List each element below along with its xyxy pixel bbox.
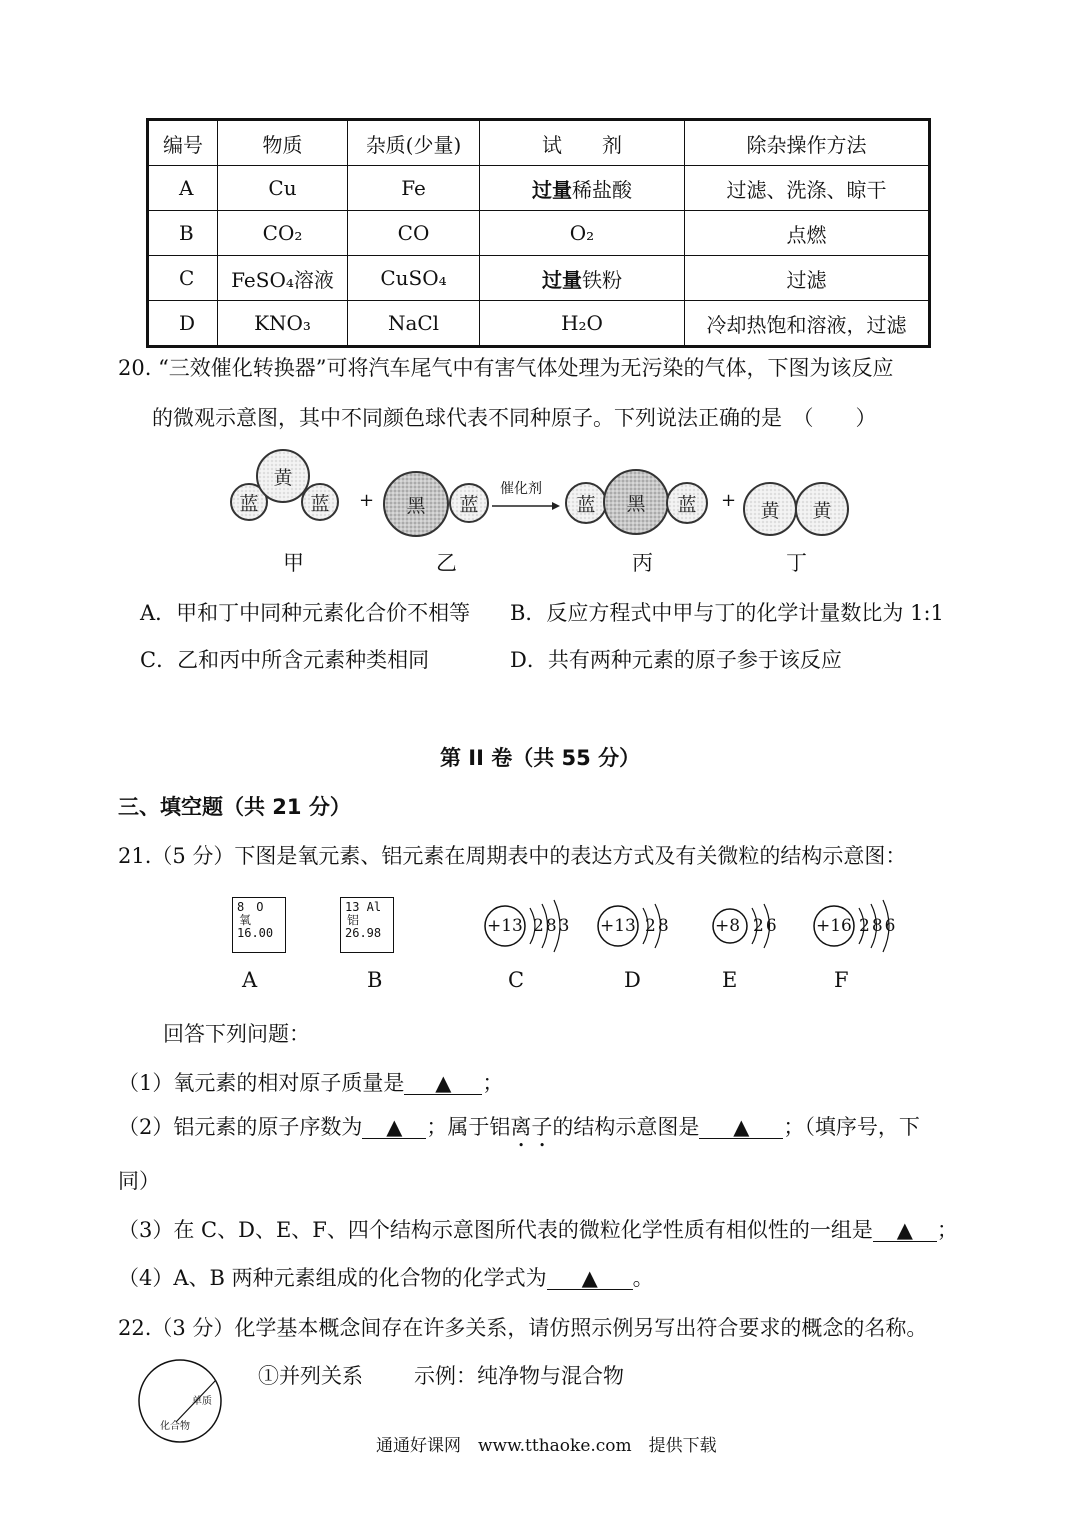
part2-text-b: ；属于铝 <box>426 1115 511 1139</box>
header-cell: 编号 <box>148 120 218 166</box>
row-reagent <box>480 166 685 211</box>
part1-end: ； <box>482 1071 504 1095</box>
parallel-relation-circle <box>136 1358 226 1448</box>
reagent-name: H₂O <box>561 311 603 335</box>
element-number-symbol: 13 Al <box>345 900 382 914</box>
table-row <box>148 301 930 347</box>
figure-label: D <box>624 968 641 992</box>
row-substance: CO₂ <box>218 211 348 256</box>
header-cell: 物质 <box>218 120 348 166</box>
part3-text: （3）在 C、D、E、F、四个结构示意图所代表的微粒化学性质有相似性的一组是 <box>118 1218 873 1242</box>
row-reagent <box>480 211 685 256</box>
part2-emphasis: 离子 <box>510 1115 553 1139</box>
q21-part2-cont: 同） <box>118 1169 160 1193</box>
reagent-name: O₂ <box>569 221 595 245</box>
element-mass: 26.98 <box>345 926 382 940</box>
blue-atom: 蓝 <box>301 483 339 521</box>
blue-atom: 蓝 <box>449 483 489 523</box>
row-substance: FeSO₄溶液 <box>218 256 348 301</box>
row-reagent <box>480 256 685 301</box>
reagent-emphasis: 过量 <box>532 177 572 202</box>
row-id: B <box>148 211 218 256</box>
q21-part3 <box>118 1220 958 1242</box>
part2-text-c: 的结构示意图是 <box>552 1115 700 1139</box>
reaction-arrow-icon <box>490 500 560 512</box>
header-cell: 除杂操作方法 <box>685 120 930 166</box>
electron-shells: 283 <box>533 916 572 936</box>
black-atom: 黑 <box>383 471 449 537</box>
nucleus-charge: +16 <box>816 916 852 936</box>
header-cell: 杂质(少量) <box>348 120 480 166</box>
reaction-diagram <box>225 445 855 545</box>
q21-part1 <box>118 1073 503 1095</box>
row-method: 过滤 <box>685 256 930 301</box>
answer-blank: ▲ <box>404 1073 482 1095</box>
q20-stem-line1: 20. “三效催化转换器”可将汽车尾气中有害气体处理为无污染的气体，下图为该反应 <box>118 356 894 380</box>
element-number-symbol: 8 O <box>237 900 264 914</box>
diagram-label: 乙 <box>436 551 457 575</box>
nucleus-charge: +13 <box>600 916 636 936</box>
circle-label-top: 单质 <box>192 1396 212 1407</box>
blue-atom: 蓝 <box>565 482 607 524</box>
row-impurity: CuSO₄ <box>348 256 480 301</box>
row-id: C <box>148 256 218 301</box>
yellow-atom: 黄 <box>743 482 797 536</box>
electron-shells: 286 <box>859 916 898 936</box>
electron-shells: 26 <box>753 916 779 936</box>
section-2-title: 第 II 卷（共 55 分） <box>440 746 641 770</box>
part4-text: （4）A、B 两种元素组成的化合物的化学式为 <box>118 1266 547 1290</box>
q22-example: 示例：纯净物与混合物 <box>414 1364 624 1388</box>
reagent-name: 铁粉 <box>582 267 622 292</box>
q21-part2 <box>118 1115 920 1152</box>
section-3-title: 三、填空题（共 21 分） <box>118 795 351 819</box>
table-header-row <box>148 120 930 166</box>
part3-end: ； <box>936 1218 958 1242</box>
figure-label: A <box>242 968 258 992</box>
catalyst-label: 催化剂 <box>500 481 542 497</box>
diagram-label: 丁 <box>786 551 807 575</box>
element-name: 氧 <box>239 913 252 927</box>
answer-blank: ▲ <box>873 1220 937 1242</box>
part2-text-d: ；（填序号，下 <box>783 1115 920 1139</box>
row-method: 点燃 <box>685 211 930 256</box>
yellow-atom: 黄 <box>256 449 310 503</box>
footer-credit: 通通好课网 www.tthaoke.com 提供下载 <box>376 1436 717 1456</box>
row-impurity: NaCl <box>348 301 480 347</box>
element-name: 铝 <box>347 913 360 927</box>
option-b: B．反应方程式中甲与丁的化学计量数比为 1:1 <box>510 601 944 625</box>
row-impurity: Fe <box>348 166 480 211</box>
nucleus-charge: +13 <box>487 916 523 936</box>
reagent-emphasis: 过量 <box>542 267 582 292</box>
reagent-name: 稀盐酸 <box>572 177 632 202</box>
element-mass: 16.00 <box>237 926 274 940</box>
impurity-removal-table <box>146 118 931 348</box>
table-row <box>148 211 930 256</box>
answer-intro: 回答下列问题： <box>163 1022 310 1046</box>
answer-blank: ▲ <box>699 1117 783 1139</box>
figure-label: C <box>508 968 525 992</box>
row-substance: KNO₃ <box>218 301 348 347</box>
figure-label: B <box>367 968 383 992</box>
element-box-aluminum <box>340 897 394 953</box>
row-method: 过滤、洗涤、晾干 <box>685 166 930 211</box>
q22-intro: 22.（3 分）化学基本概念间存在许多关系，请仿照示例另写出符合要求的概念的名称。 <box>118 1316 928 1340</box>
blue-atom: 蓝 <box>666 482 708 524</box>
figure-label: E <box>722 968 738 992</box>
row-id: D <box>148 301 218 347</box>
row-impurity: CO <box>348 211 480 256</box>
row-method: 冷却热饱和溶液，过滤 <box>685 301 930 347</box>
answer-blank: ▲ <box>362 1117 426 1139</box>
q20-stem-line2: 的微观示意图，其中不同颜色球代表不同种原子。下列说法正确的是 （ ） <box>152 406 877 430</box>
blue-atom: 蓝 <box>230 483 268 521</box>
part2-text: （2）铝元素的原子序数为 <box>118 1115 363 1139</box>
diagram-label: 丙 <box>632 551 653 575</box>
circle-label-bottom: 化合物 <box>160 1421 190 1432</box>
option-a: A．甲和丁中同种元素化合价不相等 <box>140 601 471 625</box>
element-box-oxygen <box>232 897 286 953</box>
q21-part4 <box>118 1268 654 1290</box>
electron-shells: 28 <box>645 916 671 936</box>
plus-sign: + <box>721 490 737 511</box>
figure-label: F <box>834 968 849 992</box>
yellow-atom: 黄 <box>795 482 849 536</box>
table-row <box>148 256 930 301</box>
row-reagent <box>480 301 685 347</box>
black-atom: 黑 <box>603 469 669 535</box>
row-id: A <box>148 166 218 211</box>
q22-item1: ①并列关系 <box>258 1364 363 1388</box>
part4-end: 。 <box>632 1266 654 1290</box>
option-d: D．共有两种元素的原子参于该反应 <box>510 648 842 672</box>
answer-blank: ▲ <box>547 1268 633 1290</box>
nucleus-charge: +8 <box>715 916 741 936</box>
part1-text: （1）氧元素的相对原子质量是 <box>118 1071 405 1095</box>
plus-sign: + <box>359 490 375 511</box>
header-cell: 试 剂 <box>480 120 685 166</box>
table-row <box>148 166 930 211</box>
row-substance: Cu <box>218 166 348 211</box>
option-c: C．乙和丙中所含元素种类相同 <box>140 648 430 672</box>
diagram-label: 甲 <box>283 551 304 575</box>
q21-intro: 21.（5 分）下图是氧元素、铝元素在周期表中的表达方式及有关微粒的结构示意图： <box>118 844 907 868</box>
